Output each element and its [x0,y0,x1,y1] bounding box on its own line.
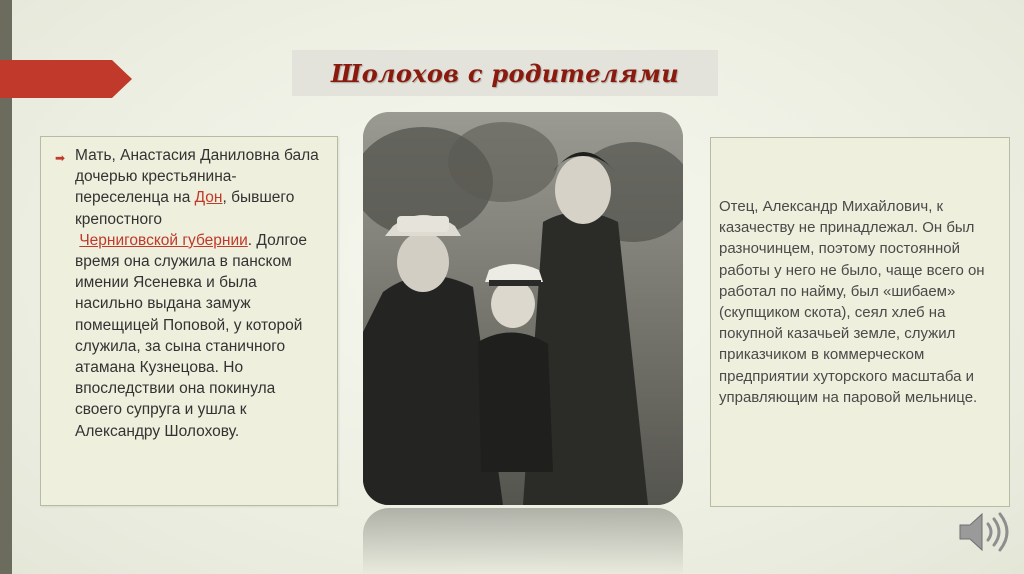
mother-text-part: Мать, Анастасия Даниловна бала дочерью крестьянина-переселенца на [75,147,319,207]
father-text: Отец, Александр Михайлович, к казачеству не принадлежал. Он был разночинцем, поэтому постоянной работы у него не было, чаще всего он работал по найму, был «шибаем» (скупщиком скота), сеял хлеб на покупной казачьей земле, служил приказчиком в коммерческом предприятии хуторского масштаба и управляющим на паровой мельнице. [719,198,985,406]
family-photo-illustration [363,112,683,505]
title-box [292,50,718,96]
speaker-icon-svg [956,510,1012,554]
father-text-panel [710,137,1010,507]
mother-text-part: крепостного [75,210,162,228]
speaker-icon[interactable] [956,510,1012,554]
mother-text [75,145,325,442]
chernigov-link[interactable]: Черниговской губернии [79,231,248,249]
arrow-bullet-icon: ➡ [55,151,66,165]
mother-text-part: , бывшего [222,189,295,207]
mother-text-content [55,145,325,442]
red-arrow-tab [0,60,132,98]
slide-title: Шолохов с родителями [331,58,679,88]
mother-text-panel [40,136,338,506]
family-photo [363,112,683,505]
don-link[interactable]: Дон [194,189,223,207]
photo-reflection [363,508,683,574]
mother-text-part: . Долгое время она служила в панском имении Ясеневка и была насильно выдана замуж помещицей Поповой, у которой служила, за сына станичного атамана Кузнецова. Но впоследствии она покинула своего супруга и ушла к Александру Шолохову. [75,231,307,440]
